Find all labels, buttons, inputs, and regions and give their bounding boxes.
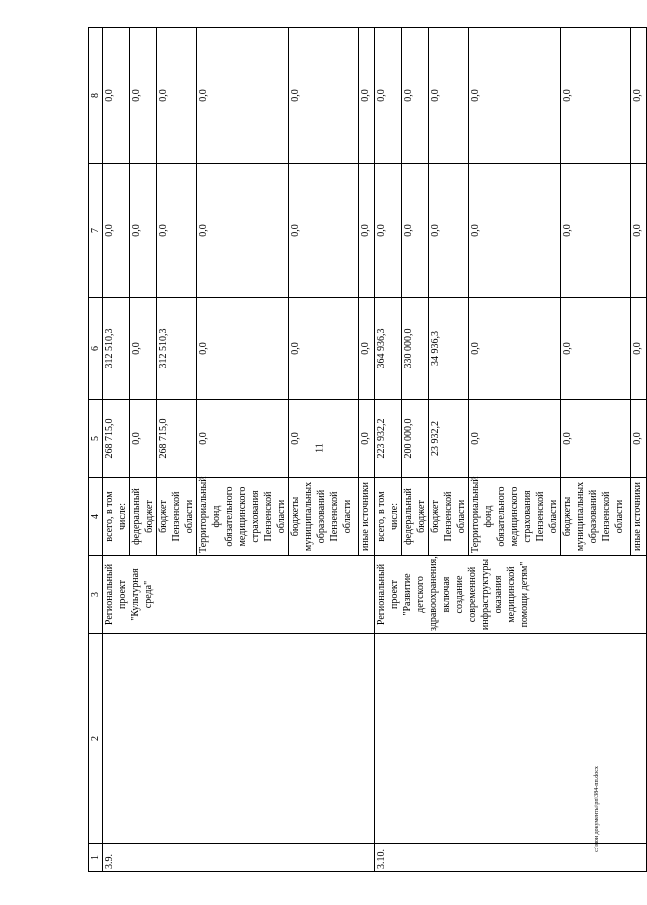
funding-source: бюджеты муниципальных образований Пензенской области (561, 478, 631, 556)
funding-source: бюджет Пензенской области (429, 478, 469, 556)
column-2-cell (103, 634, 375, 844)
funding-source: федеральный бюджет (130, 478, 157, 556)
footer-path: c:\мои документы\рп\384-пп.docx (594, 766, 600, 852)
header-cell: 3 (89, 556, 103, 634)
funding-source: иные источники (631, 478, 647, 556)
header-cell: 5 (89, 400, 103, 478)
value-col8: 0,0 (469, 28, 561, 164)
value-col8: 0,0 (197, 28, 289, 164)
row-number: 3.9. (103, 844, 375, 872)
header-row (89, 28, 103, 872)
value-col5: 200 000,0 (402, 400, 429, 478)
value-col8: 0,0 (561, 28, 631, 164)
value-col8: 0,0 (157, 28, 197, 164)
value-col8: 0,0 (359, 28, 375, 164)
value-col8: 0,0 (429, 28, 469, 164)
value-col7: 0,0 (103, 164, 130, 298)
value-col6: 0,0 (469, 298, 561, 400)
value-col6: 0,0 (631, 298, 647, 400)
value-col8: 0,0 (631, 28, 647, 164)
value-col7: 0,0 (469, 164, 561, 298)
funding-table (88, 27, 647, 872)
value-col7: 0,0 (359, 164, 375, 298)
header-cell: 4 (89, 478, 103, 556)
value-col8: 0,0 (103, 28, 130, 164)
value-col6: 330 000,0 (402, 298, 429, 400)
value-col6: 34 936,3 (429, 298, 469, 400)
value-col6: 0,0 (561, 298, 631, 400)
value-col8: 0,0 (289, 28, 359, 164)
value-col7: 0,0 (289, 164, 359, 298)
value-col5: 268 715,0 (103, 400, 130, 478)
page-number: 11 (314, 443, 326, 453)
project-name: Региональный проект "Развитие детского здравоохранения, включая создание современной инфраструктуры оказания медицинской помощи детям" (375, 556, 647, 634)
value-col6: 0,0 (359, 298, 375, 400)
funding-source: федеральный бюджет (402, 478, 429, 556)
value-col6: 0,0 (289, 298, 359, 400)
header-cell: 1 (89, 844, 103, 872)
value-col6: 364 936,3 (375, 298, 402, 400)
row-number: 3.10. (375, 844, 647, 872)
column-2-cell (375, 634, 647, 844)
funding-source: всего, в том числе: (103, 478, 130, 556)
table-row (375, 28, 402, 872)
value-col7: 0,0 (157, 164, 197, 298)
value-col7: 0,0 (130, 164, 157, 298)
header-cell: 7 (89, 164, 103, 298)
value-col5: 223 932,2 (375, 400, 402, 478)
header-cell: 2 (89, 634, 103, 844)
value-col5: 0,0 (289, 400, 359, 478)
value-col5: 23 932,2 (429, 400, 469, 478)
value-col5: 0,0 (469, 400, 561, 478)
value-col6: 312 510,3 (157, 298, 197, 400)
funding-source: Территориальный фонд обязательного медицинского страхования Пензенской области (469, 478, 561, 556)
value-col7: 0,0 (429, 164, 469, 298)
header-cell: 6 (89, 298, 103, 400)
value-col7: 0,0 (375, 164, 402, 298)
value-col8: 0,0 (375, 28, 402, 164)
funding-source: бюджет Пензенской области (157, 478, 197, 556)
value-col6: 0,0 (130, 298, 157, 400)
value-col6: 312 510,3 (103, 298, 130, 400)
value-col8: 0,0 (130, 28, 157, 164)
header-cell: 8 (89, 28, 103, 164)
value-col5: 0,0 (197, 400, 289, 478)
value-col5: 0,0 (130, 400, 157, 478)
value-col5: 0,0 (631, 400, 647, 478)
funding-source: Территориальный фонд обязательного медицинского страхования Пензенской области (197, 478, 289, 556)
value-col6: 0,0 (197, 298, 289, 400)
project-name: Региональный проект "Культурная среда" (103, 556, 375, 634)
value-col5: 0,0 (561, 400, 631, 478)
funding-source: всего, в том числе: (375, 478, 402, 556)
funding-source: иные источники (359, 478, 375, 556)
value-col7: 0,0 (631, 164, 647, 298)
value-col5: 0,0 (359, 400, 375, 478)
value-col7: 0,0 (197, 164, 289, 298)
value-col5: 268 715,0 (157, 400, 197, 478)
table-row (103, 28, 130, 872)
value-col7: 0,0 (402, 164, 429, 298)
funding-source: бюджеты муниципальных образований Пензенской области (289, 478, 359, 556)
value-col8: 0,0 (402, 28, 429, 164)
value-col7: 0,0 (561, 164, 631, 298)
